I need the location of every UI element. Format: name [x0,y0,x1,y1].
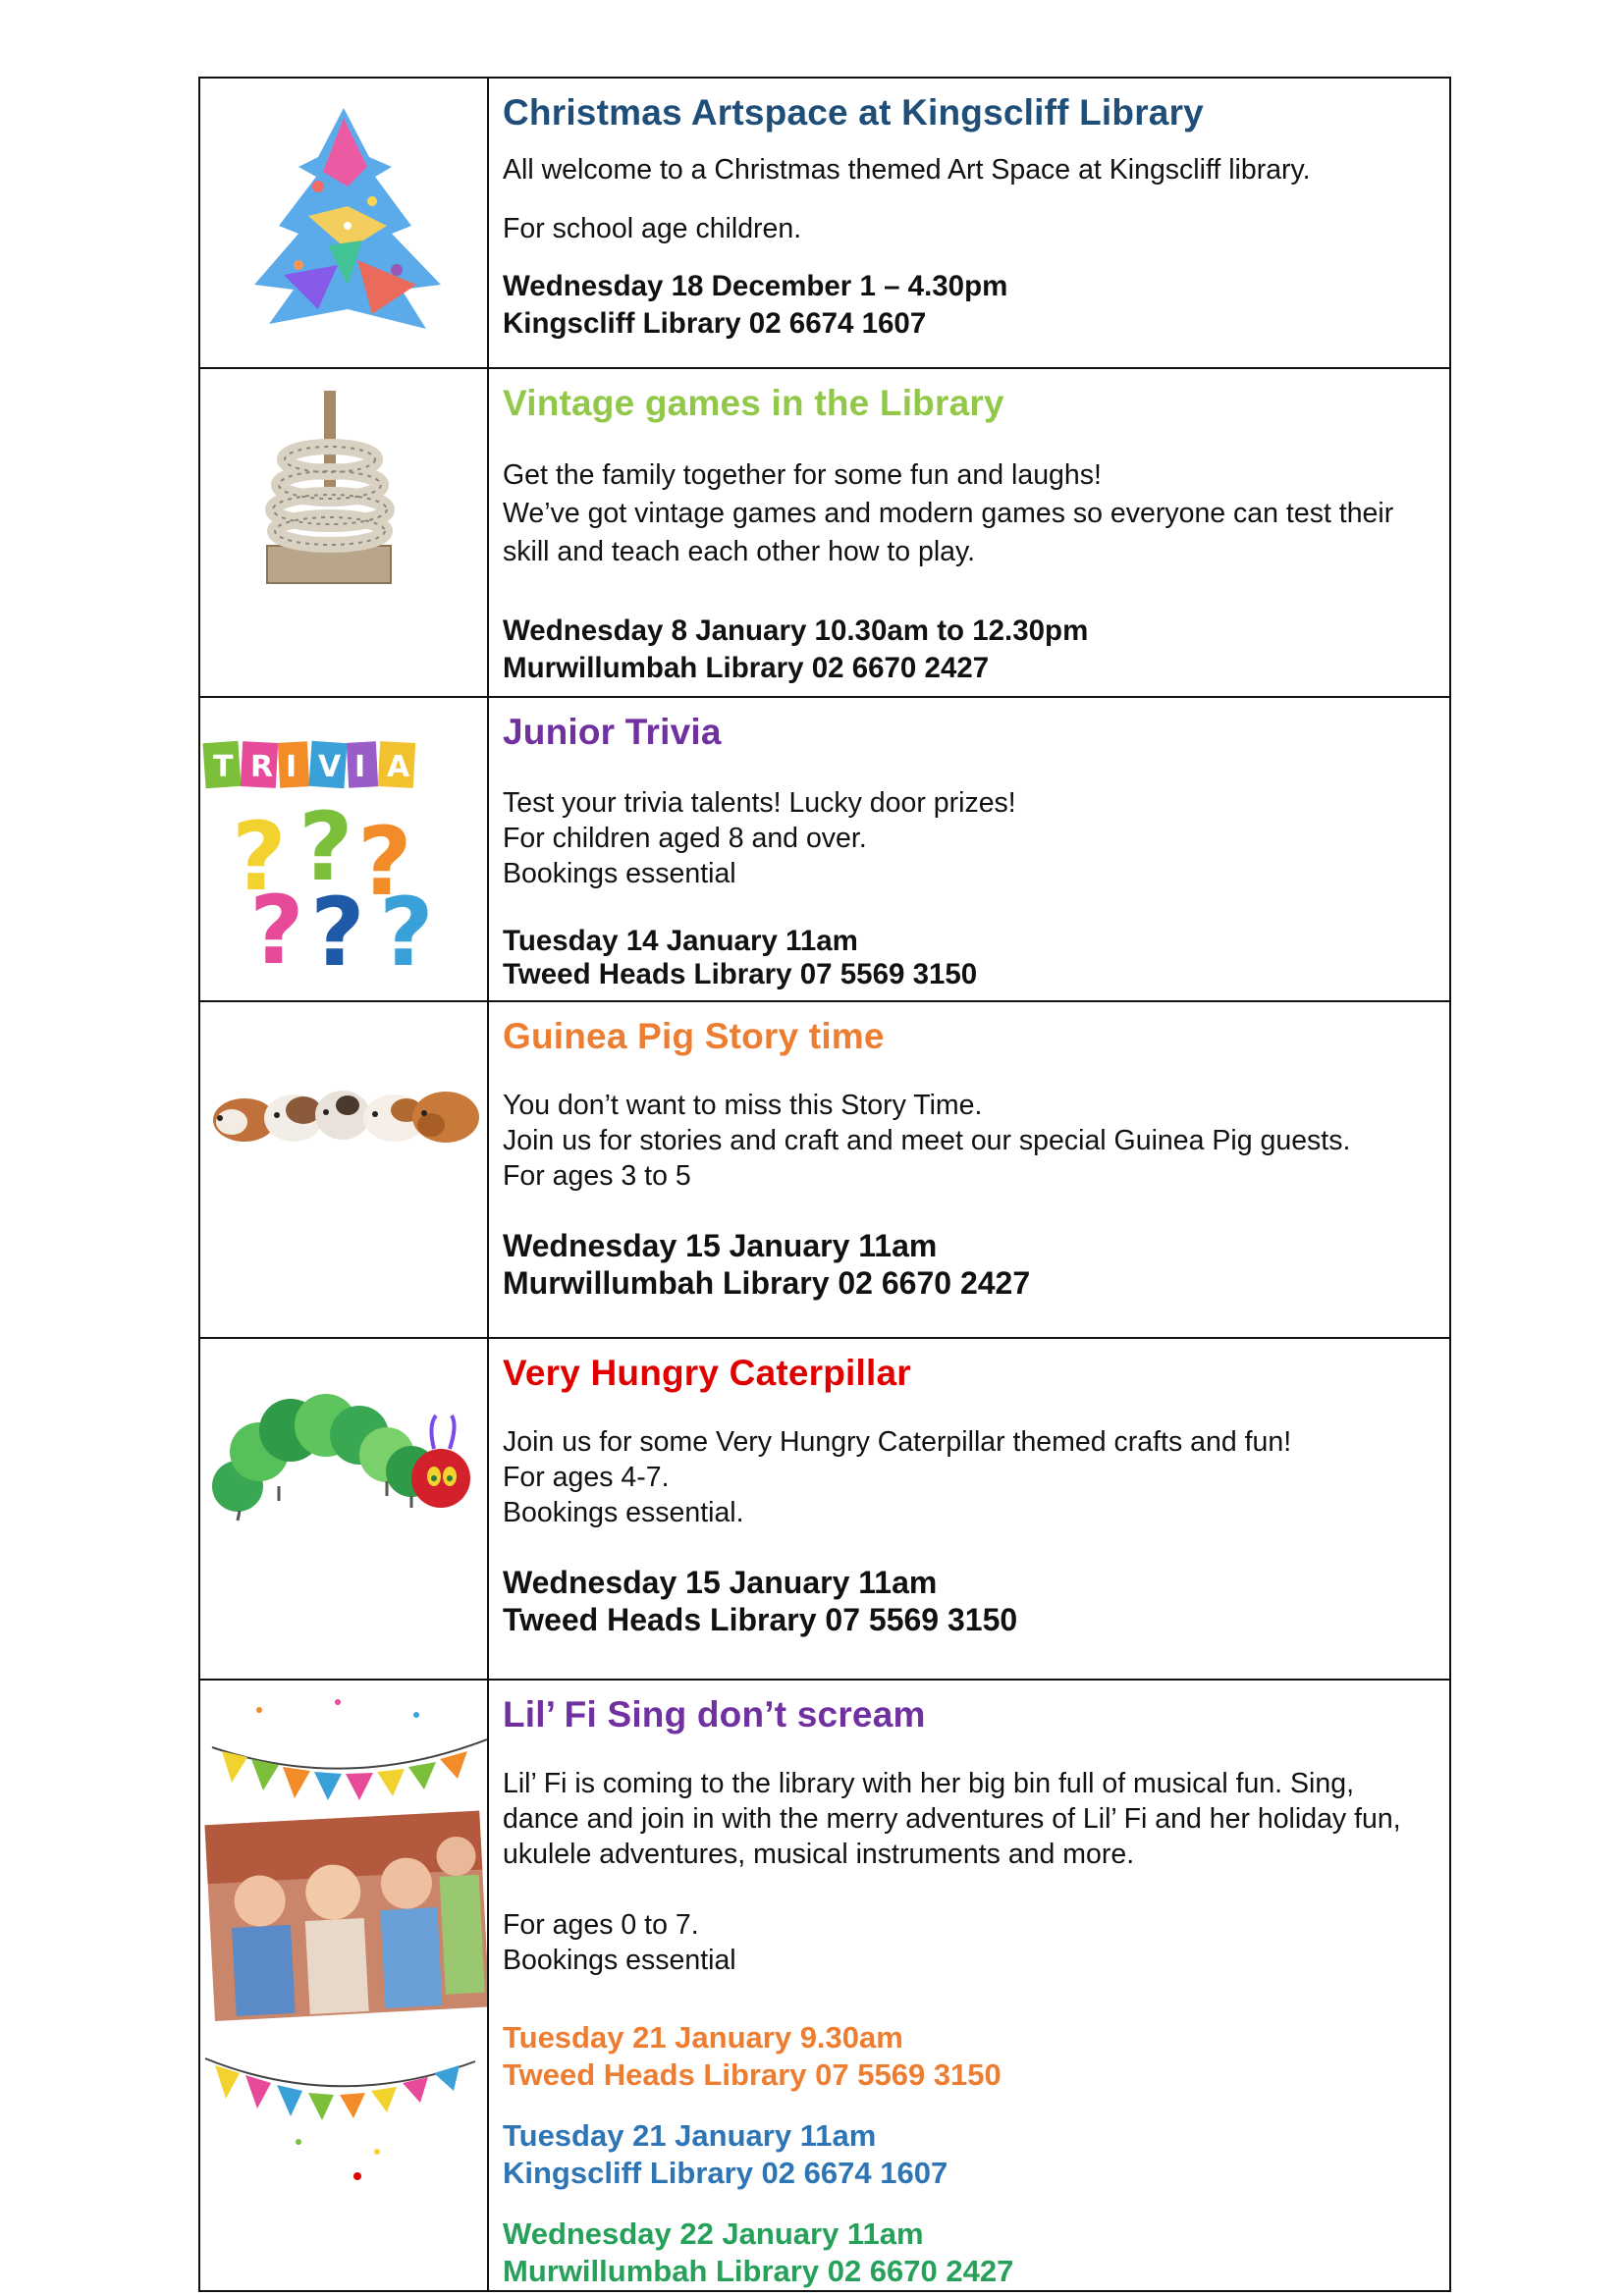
event-row [199,1001,1450,1338]
svg-text:?: ? [232,802,287,912]
svg-text:?: ? [379,878,434,988]
event-image-cell [199,368,488,697]
session-date: Wednesday 22 January 11am [503,2216,924,2251]
event-row [199,78,1450,368]
event-description: You don’t want to miss this Story Time. Join us for stories and craft and meet our special Guinea Pig guests. For ages 3 to 5 [503,1089,1351,1192]
event-details [488,697,1450,1001]
svg-text:?: ? [357,807,412,917]
event-description: Lil’ Fi is coming to the library with her big bin full of musical fun. Sing, dance and join in with the merry adventures of Lil’ Fi and her holiday fun, ukulele adventures, musical instruments and more. [503,1767,1401,1870]
session-location: Kingscliff Library 02 6674 1607 [503,2155,948,2190]
event-audience: For ages 0 to 7. Bookings essential [503,1908,736,1976]
trivia-image [200,698,487,1001]
event-title: Christmas Artspace at Kingscliff Library [503,92,1204,133]
event-details [488,1338,1450,1680]
event-description: Test your trivia talents! Lucky door prizes! For children aged 8 and over. Bookings essential [503,786,1016,889]
event-details [488,1680,1450,2291]
event-image-cell [199,1680,488,2291]
event-audience: For school age children. [503,212,802,244]
events-table [198,77,1451,2292]
event-image-cell [199,1001,488,1338]
session-date: Tuesday 21 January 11am [503,2117,877,2153]
event-description: All welcome to a Christmas themed Art Space at Kingscliff library. [503,153,1311,186]
svg-text:?: ? [298,792,353,902]
event-date: Wednesday 18 December 1 – 4.30pm [503,269,1008,302]
svg-text:R: R [250,750,274,784]
event-row [199,1338,1450,1680]
event-details [488,1001,1450,1338]
event-details [488,78,1450,368]
svg-text:?: ? [310,878,365,988]
event-image-cell [199,697,488,1001]
ring-toss-image [200,369,487,697]
event-date: Tuesday 14 January 11am [503,924,858,957]
event-location: Tweed Heads Library 07 5569 3150 [503,957,978,990]
event-title: Very Hungry Caterpillar [503,1353,911,1393]
event-location: Kingscliff Library 02 6674 1607 [503,306,927,340]
event-location: Murwillumbah Library 02 6670 2427 [503,1264,1031,1301]
guinea-pigs-image [200,1002,487,1338]
event-image-cell [199,78,488,368]
session-location: Tweed Heads Library 07 5569 3150 [503,2056,1001,2092]
event-title: Junior Trivia [503,712,722,752]
bunting-children-image [200,1681,487,2289]
trivia-image-text: TRIVIA [200,698,204,699]
svg-text:V: V [318,750,342,784]
event-title: Lil’ Fi Sing don’t scream [503,1694,926,1735]
event-date: Wednesday 15 January 11am [503,1564,938,1600]
event-date: Wednesday 15 January 11am [503,1227,938,1263]
svg-text:T: T [213,750,234,784]
event-location: Tweed Heads Library 07 5569 3150 [503,1601,1018,1637]
event-description: Join us for some Very Hungry Caterpillar themed crafts and fun! For ages 4-7. Bookings essential. [503,1425,1292,1528]
event-title: Guinea Pig Story time [503,1016,885,1056]
event-location: Murwillumbah Library 02 6670 2427 [503,651,990,684]
event-row [199,697,1450,1001]
event-details [488,368,1450,697]
svg-text:I: I [286,750,298,784]
session-location: Murwillumbah Library 02 6670 2427 [503,2253,1014,2288]
svg-text:I: I [354,750,366,784]
event-row [199,368,1450,697]
christmas-tree-image [200,79,487,368]
event-description: Get the family together for some fun and laughs! We’ve got vintage games and modern games so everyone can test their skill and teach each other how to play. [503,458,1394,567]
session-date: Tuesday 21 January 9.30am [503,2019,903,2055]
event-row [199,1680,1450,2291]
event-date: Wednesday 8 January 10.30am to 12.30pm [503,614,1089,647]
caterpillar-image [200,1339,487,1680]
svg-text:?: ? [249,876,304,986]
event-title: Vintage games in the Library [503,383,1004,423]
event-image-cell [199,1338,488,1680]
svg-text:A: A [387,750,410,784]
